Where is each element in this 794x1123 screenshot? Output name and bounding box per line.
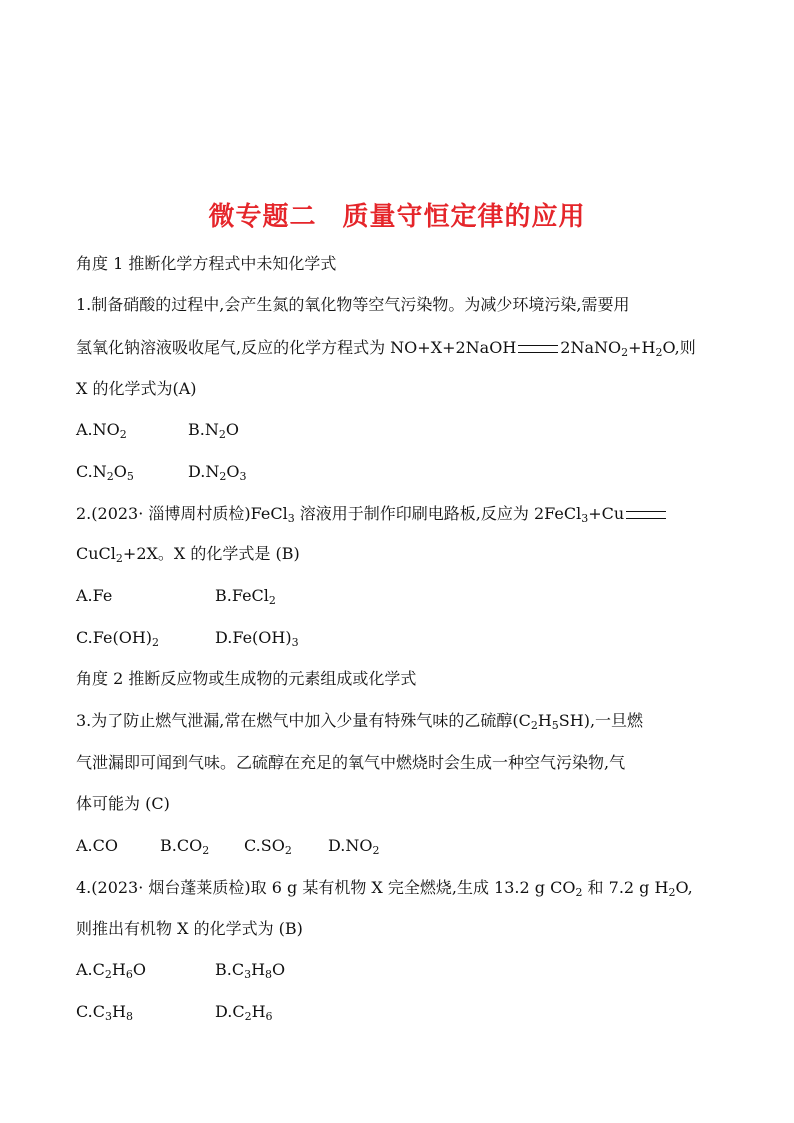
q4-options-row2 bbox=[76, 1001, 273, 1023]
q3-line1: 3.为了防止燃气泄漏,常在燃气中加入少量有特殊气味的乙硫醇$(C_2H_5SH)$,一旦燃 bbox=[76, 711, 644, 732]
q3-line2: 气泄漏即可闻到气味。乙硫醇在充足的氧气中燃烧时会生成一种空气污染物,气 bbox=[76, 753, 626, 772]
page-title bbox=[0, 196, 794, 233]
q2-option-a: A.Fe bbox=[76, 586, 113, 605]
q4-option-c: $C.C_3H_8$ bbox=[76, 1002, 133, 1023]
q2-line1: 2.(2023· 淄博周村质检)FeCl$_3$ 溶液用于制作印刷电路板,反应为 2FeCl$_3$+Cu bbox=[76, 503, 668, 525]
q3-options bbox=[76, 835, 379, 857]
q1-line2: 氢氧化钠溶液吸收尾气,反应的化学方程式为 NO+X+2NaOH $2NaNO_2+H_2O$,则 bbox=[76, 338, 696, 359]
q3-option-d: $D.NO_2$ bbox=[328, 836, 380, 857]
q1-option-d: $D.N_2O_3$ bbox=[188, 462, 247, 483]
q4-option-b: $B.C_3H_8O$ bbox=[215, 960, 286, 981]
section-heading-2: 角度 2 推断反应物或生成物的元素组成或化学式 bbox=[76, 669, 417, 688]
q2-option-b: B.FeCl$_2$ bbox=[215, 586, 276, 607]
q4-line1: 4.(2023· 烟台蓬莱质检)取 6 g 某有机物 X 完全燃烧,生成 13.2 g $CO_2$ 和 7.2 g $H_2O$, bbox=[76, 878, 693, 899]
q3-option-c: $C.SO_2$ bbox=[244, 836, 292, 857]
q2-line2: CuCl$_2$+2X。X 的化学式是 (B) bbox=[76, 544, 300, 565]
q3-option-a: A.CO bbox=[76, 836, 118, 855]
q2-option-d: $D.Fe(OH)_3$ bbox=[215, 628, 299, 649]
q4-option-a: $A.C_2H_6O$ bbox=[76, 960, 146, 981]
q4-line2: 则推出有机物 X 的化学式为 (B) bbox=[76, 919, 303, 938]
section-heading-1: 角度 1 推断化学方程式中未知化学式 bbox=[76, 254, 337, 273]
q4-options-row1 bbox=[76, 959, 285, 981]
q1-line3: X 的化学式为(A) bbox=[76, 379, 197, 398]
q2-options-row2 bbox=[76, 627, 299, 649]
q1-line1: 1.制备硝酸的过程中,会产生氮的氧化物等空气污染物。为减少环境污染,需要用 bbox=[76, 295, 630, 314]
equals-sign-icon bbox=[626, 511, 666, 519]
q2-options-row1 bbox=[76, 585, 276, 607]
q3-line3: 体可能为 (C) bbox=[76, 794, 170, 813]
q1-options-row1 bbox=[76, 419, 239, 441]
q3-option-b: $B.CO_2$ bbox=[160, 836, 210, 857]
equals-sign-icon bbox=[518, 345, 558, 353]
q2-option-c: $C.Fe(OH)_2$ bbox=[76, 628, 160, 649]
q1-option-c: $C.N_2O_5$ bbox=[76, 462, 134, 483]
q4-option-d: $D.C_2H_6$ bbox=[215, 1002, 273, 1023]
q1-option-a: $A.NO_2$ bbox=[76, 420, 127, 441]
title-left: 微专题二 bbox=[208, 202, 317, 232]
title-right: 质量守恒定律的应用 bbox=[342, 202, 586, 232]
q1-options-row2 bbox=[76, 461, 246, 483]
q1-option-b: $B.N_2O$ bbox=[188, 420, 239, 441]
